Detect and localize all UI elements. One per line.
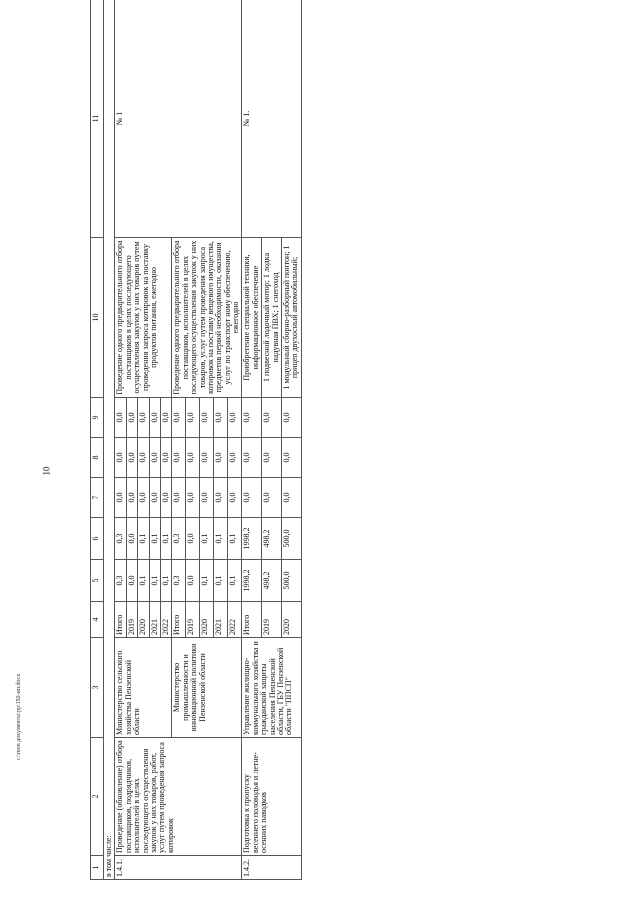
row-number: 1.4.2. — [242, 856, 301, 880]
value: 498,2 — [262, 560, 282, 602]
value: 0,1 — [138, 518, 149, 560]
value: 0,0 — [138, 398, 149, 438]
value: 0,0 — [115, 438, 126, 478]
row-number: 1.4.1. — [115, 856, 242, 880]
value: 0,0 — [149, 398, 160, 438]
value: 0,3 — [172, 560, 186, 602]
value: 0,1 — [149, 560, 160, 602]
col-header: 5 — [91, 560, 104, 602]
value: 0,1 — [228, 518, 242, 560]
value: 1998,2 — [242, 518, 262, 560]
year: Итого — [115, 602, 126, 638]
value: 0,3 — [115, 560, 126, 602]
page-number: 10 — [41, 466, 52, 476]
value: 0,0 — [149, 438, 160, 478]
program-table — [90, 0, 302, 880]
value: 498,2 — [262, 518, 282, 560]
measure-name: Проведение (обновление) отбора поставщиков, подрядчиков, исполнителей в целях последующего осуществления закупок у них товаров, работ, услуг путем проведения запроса котировок — [115, 738, 242, 856]
year: 2019 — [186, 602, 200, 638]
value: 0,0 — [200, 478, 214, 518]
year: 2021 — [214, 602, 228, 638]
value: 0,3 — [115, 518, 126, 560]
value: 0,0 — [228, 398, 242, 438]
col-header: 4 — [91, 602, 104, 638]
value: 500,0 — [282, 560, 302, 602]
reference: № 1 — [115, 0, 242, 238]
year: 2020 — [282, 602, 302, 638]
value: 0,1 — [200, 518, 214, 560]
value: 0,0 — [186, 560, 200, 602]
col-header: 7 — [91, 478, 104, 518]
value: 0,1 — [138, 560, 149, 602]
value: 0,0 — [186, 398, 200, 438]
value: 0,1 — [228, 560, 242, 602]
result: Проведение одного предварительного отбора поставщиков, исполнителей в целях последующего осуществления закупок у них товаров, услуг путем проведения запроса котировок на поставку вещевого имущества, предметов первой необходимости, оказания услуг по транспорт ному обеспечению, ежегодно — [172, 238, 242, 398]
col-header: 11 — [91, 0, 104, 238]
value: 0,0 — [262, 438, 282, 478]
rotated-table-sheet — [90, 20, 620, 880]
value: 0,0 — [160, 478, 171, 518]
table-row — [242, 0, 262, 880]
value: 500,0 — [282, 518, 302, 560]
value: 0,0 — [115, 478, 126, 518]
value: 0,0 — [282, 398, 302, 438]
file-path-footer: c:\mon документы\pp\192-ип.docx — [16, 673, 22, 760]
value: 0,0 — [138, 478, 149, 518]
result: 1 модульный сборно-разборный понтон; 1 прицеп двухосный автомобильный; — [282, 238, 302, 398]
year: 2020 — [138, 602, 149, 638]
col-header: 6 — [91, 518, 104, 560]
value: 0,0 — [126, 398, 137, 438]
value: 0,0 — [172, 478, 186, 518]
value: 0,3 — [172, 518, 186, 560]
year: 2022 — [160, 602, 171, 638]
col-header: 1 — [91, 856, 104, 880]
value: 0,0 — [242, 438, 262, 478]
value: 0,0 — [242, 398, 262, 438]
year: 2022 — [228, 602, 242, 638]
executor: Министерство сельского хозяйства Пензенской области — [115, 638, 172, 738]
value: 0,0 — [228, 438, 242, 478]
executor: Управление жилищно-коммунального хозяйства и гражданской защиты населения Пензенской области, ГБУ Пензенской области "ППСП" — [242, 638, 301, 738]
value: 0,0 — [228, 478, 242, 518]
value: 0,0 — [186, 518, 200, 560]
value: 0,0 — [262, 398, 282, 438]
col-header: 2 — [91, 738, 104, 856]
value: 0,0 — [160, 438, 171, 478]
year: 2019 — [262, 602, 282, 638]
value: 0,1 — [200, 560, 214, 602]
col-header: 8 — [91, 438, 104, 478]
value: 0,0 — [160, 398, 171, 438]
value: 0,0 — [172, 438, 186, 478]
executor: Министерство промышленности и инновационной политики Пензенской области — [172, 638, 242, 738]
value: 0,1 — [160, 518, 171, 560]
value: 0,0 — [214, 478, 228, 518]
value: 0,1 — [149, 518, 160, 560]
in-total-row — [104, 0, 115, 880]
header-row — [91, 0, 104, 880]
value: 0,0 — [126, 560, 137, 602]
value: 0,0 — [200, 398, 214, 438]
col-header: 9 — [91, 398, 104, 438]
year: Итого — [242, 602, 262, 638]
year: Итого — [172, 602, 186, 638]
year: 2021 — [149, 602, 160, 638]
value: 0,0 — [138, 438, 149, 478]
value: 0,0 — [115, 398, 126, 438]
value: 0,0 — [172, 398, 186, 438]
value: 0,0 — [186, 438, 200, 478]
value: 0,1 — [214, 560, 228, 602]
value: 0,0 — [242, 478, 262, 518]
col-header: 3 — [91, 638, 104, 738]
value: 0,0 — [149, 478, 160, 518]
value: 0,0 — [126, 438, 137, 478]
value: 0,0 — [262, 478, 282, 518]
value: 0,0 — [214, 398, 228, 438]
value: 1998,2 — [242, 560, 262, 602]
value: 0,0 — [282, 478, 302, 518]
value: 0,0 — [200, 438, 214, 478]
value: 0,0 — [282, 438, 302, 478]
in-total-label: в том числе: — [104, 0, 115, 880]
result: Приобретение специальной техники, информационное обеспечение — [242, 238, 262, 398]
measure-name: Подготовка к пропуску весеннего половодья и летне-осенних паводков — [242, 738, 301, 856]
table-row — [115, 0, 126, 880]
result: Проведение одного предварительного отбора поставщиков в целях последующего осуществления закупок у них товаров путем проведения запроса котировок на поставку продуктов питания, ежегодно — [115, 238, 172, 398]
value: 0,1 — [214, 518, 228, 560]
year: 2020 — [200, 602, 214, 638]
value: 0,0 — [186, 478, 200, 518]
result: 1 подвесной лодочный мотор; 1 лодка надувная ПВХ; 1 снегоход — [262, 238, 282, 398]
value: 0,0 — [214, 438, 228, 478]
value: 0,1 — [160, 560, 171, 602]
year: 2019 — [126, 602, 137, 638]
reference: № 1. — [242, 0, 301, 238]
col-header: 10 — [91, 238, 104, 398]
value: 0,0 — [126, 518, 137, 560]
value: 0,0 — [126, 478, 137, 518]
